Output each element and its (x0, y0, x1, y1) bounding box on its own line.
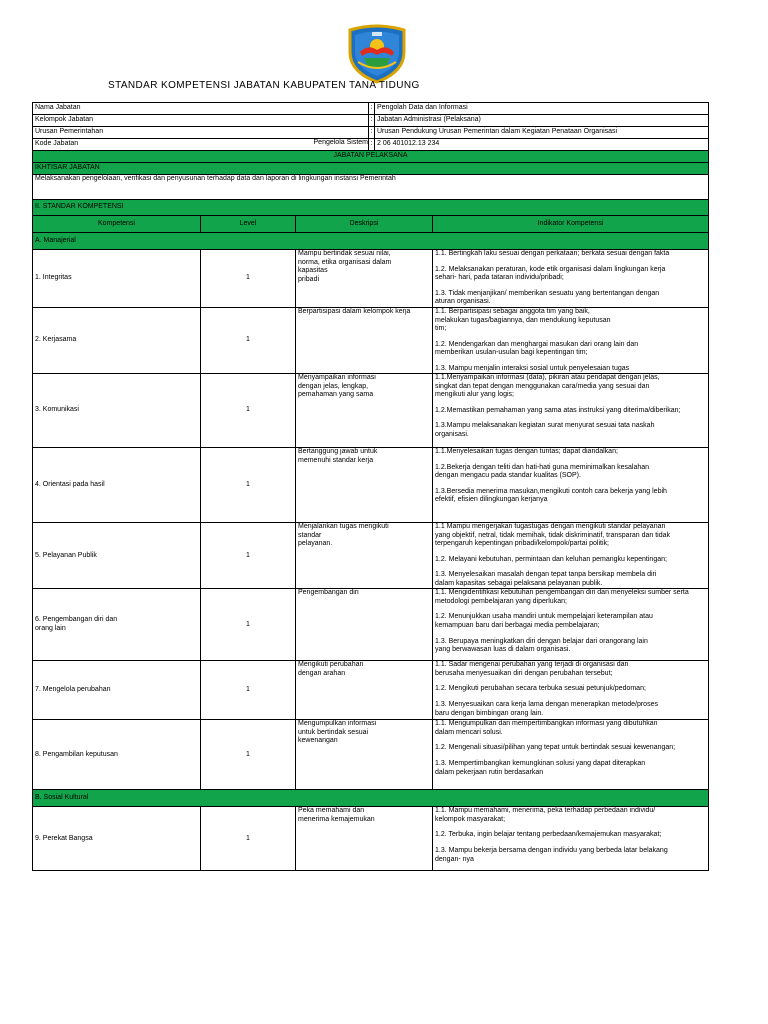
jabatan-header-row (33, 151, 709, 163)
column-header-row (33, 216, 709, 233)
job-info-table (32, 102, 709, 203)
indikator-item: 1.3. Menyesuaikan cara kerja lama dengan menerapkan metode/proses baru dengan bimbingan orang lain. (435, 700, 658, 717)
info-colon: : (369, 103, 375, 115)
competency-row (33, 308, 709, 374)
jabatan-header: JABATAN PELAKSANA (33, 151, 709, 163)
indikator-item: 1.2. Mendengarkan dan menghargai masukan dari orang lain dan memberikan usulan-usulan bagi kepentingan tim; (435, 340, 639, 357)
indikator-cell (433, 250, 709, 308)
indikator-cell (433, 661, 709, 720)
info-row (33, 127, 709, 139)
indikator-item: 1.3. Mampu menjalin interaksi sosial untuk penyelesaian tugas (435, 364, 630, 372)
group-header-row (33, 233, 709, 250)
competency-row (33, 589, 709, 661)
indikator-item: 1.1. Bertingkah laku sesuai dengan perkataan; berkata sesuai dengan fakta (435, 250, 670, 257)
document-title: STANDAR KOMPETENSI JABATAN KABUPATEN TANA TIDUNG (108, 80, 420, 91)
competency-table (32, 199, 709, 871)
column-header: Indikator Kompetensi (433, 216, 709, 233)
level-cell: 1 (201, 523, 296, 589)
level-cell: 1 (201, 250, 296, 308)
ikhtisar-header-row (33, 163, 709, 175)
indikator-item: 1.2.Memastikan pemahaman yang sama atas instruksi yang diterima/diberikan; (435, 406, 681, 414)
indikator-item: 1.2. Melayani kebutuhan, permintaan dan keluhan pemangku kepentingan; (435, 555, 667, 563)
indikator-item: 1.1.Menyampaikan informasi (data), pikiran atau pendapat dengan jelas, singkat dan tepat dengan menggunakan cara/media yang sesuai dan mengikuti alur yang logis; (435, 374, 660, 399)
level-cell: 1 (201, 807, 296, 871)
indikator-item: 1.1. Mengumpulkan dan mempertimbangkan informasi yang dibutuhkan dalam mencari solusi. (435, 720, 658, 736)
kompetensi-cell: 3. Komunikasi (33, 374, 201, 448)
kompetensi-cell: 1. Integritas (33, 250, 201, 308)
kompetensi-cell: 4. Orientasi pada hasil (33, 448, 201, 523)
kode-cell (33, 139, 369, 151)
info-value: Urusan Pendukung Urusan Pemerintan dalam Kegiatan Penataan Organisasi (375, 127, 709, 139)
competency-row (33, 374, 709, 448)
deskripsi-cell: Mengikuti perubahan dengan arahan (296, 661, 433, 720)
kompetensi-cell: 6. Pengembangan diri dan orang lain (33, 589, 201, 661)
deskripsi-cell: Peka memahami dan menerima kemajemukan (296, 807, 433, 871)
kompetensi-cell: 5. Pelayanan Publik (33, 523, 201, 589)
indikator-item: 1.3. Menyelesaikan masalah dengan tepat tanpa bersikap membela diri dalam kapasitas sebagai pelaksana pelayanan publik. (435, 571, 657, 587)
indikator-item: 1.3. Berupaya meningkatkan diri dengan belajar dari orangorang lain yang berwawasan luas di dalam organisasi. (435, 637, 648, 654)
indikator-cell (433, 308, 709, 374)
indikator-item: 1.3.Mampu melaksanakan kegiatan surat menyurat sesuai tata naskah organisasi. (435, 422, 655, 438)
section-header-row (33, 200, 709, 216)
indikator-item: 1.3. Mampu bekerja bersama dengan individu yang berbeda latar belakang dengan- nya (435, 846, 668, 863)
indikator-item: 1.1. Sadar mengenai perubahan yang terjadi di organisasi dan berusaha menyesuaikan diri dengan perubahan tersebut; (435, 661, 629, 677)
competency-row (33, 661, 709, 720)
indikator-item: 1.1. Mampu memahami, menerima, peka terhadap perbedaan individu/ kelompok masyarakat; (435, 807, 656, 823)
kode-label: Kode Jabatan (35, 140, 79, 148)
column-header: Deskripsi (296, 216, 433, 233)
deskripsi-cell: Berpartisipasi dalam kelompok kerja (296, 308, 433, 374)
indikator-item: 1.1 Mampu mengerjakan tugastugas dengan mengikuti standar pelayanan yang objektif, netral, tidak memihak, tidak diskriminatif, transparan dan tidak terpengaruh kepentingan pribadi/kelompok/partai politik; (435, 523, 671, 548)
indikator-item: 1.2. Terbuka, ingin belajar tentang perbedaan/kemajemukan masyarakat; (435, 831, 662, 839)
deskripsi-cell: Mengumpulkan informasi untuk bertindak sesuai kewenangan (296, 720, 433, 790)
info-colon: : (369, 139, 375, 151)
kode-value: 2 06 401012.13 234 (375, 139, 709, 151)
level-cell: 1 (201, 308, 296, 374)
level-cell: 1 (201, 589, 296, 661)
indikator-item: 1.3. Tidak menjanjikan/ memberikan sesuatu yang bertentangan dengan aturan organisasi. (435, 289, 660, 306)
level-cell: 1 (201, 448, 296, 523)
level-cell: 1 (201, 374, 296, 448)
indikator-item: 1.2. Menunjukkan usaha mandiri untuk mempelajari keterampilan atau kemampuan baru dari berbagai media pembelajaran; (435, 613, 653, 629)
group-header: B. Sosial Kultural (33, 790, 709, 807)
deskripsi-cell: Menjalankan tugas mengikuti standar pelayanan. (296, 523, 433, 589)
ikhtisar-text: Melaksanakan pengelolaan, verifikasi dan penyusunan terhadap data dan laporan di lingkungan instansi Pemerintah (33, 175, 709, 203)
kompetensi-cell: 8. Pengambilan keputusan (33, 720, 201, 790)
info-label: Nama Jabatan (33, 103, 369, 115)
deskripsi-cell: Bertanggung jawab untuk memenuhi standar kerja (296, 448, 433, 523)
kompetensi-cell: 7. Mengelola perubahan (33, 661, 201, 720)
kode-sistem-label: Pengelola Sistem (313, 139, 368, 146)
column-header: Kompetensi (33, 216, 201, 233)
kompetensi-cell: 2. Kerjasama (33, 308, 201, 374)
deskripsi-cell: Menyampaikan informasi dengan jelas, lengkap, pemahaman yang sama (296, 374, 433, 448)
indikator-item: 1.1.Menyelesaikan tugas dengan tuntas; dapat diandalkan; (435, 448, 618, 456)
ikhtisar-header: IKHTISAR JABATAN (33, 163, 709, 175)
indikator-item: 1.2. Mengikuti perubahan secara terbuka sesuai petunjuk/pedoman; (435, 685, 646, 693)
indikator-item: 1.1. Mengidentifikasi kebutuhan pengembangan diri dan menyeleksi sumber serta metodologi pembelajaran yang diperlukan; (435, 589, 689, 605)
deskripsi-cell: Mampu bertindak sesuai nilai, norma, etika organisasi dalam kapasitas pribadi (296, 250, 433, 308)
indikator-cell (433, 448, 709, 523)
column-header: Level (201, 216, 296, 233)
competency-row (33, 720, 709, 790)
kabupaten-tana-tidung-emblem (346, 22, 408, 84)
info-colon: : (369, 127, 375, 139)
info-row (33, 115, 709, 127)
group-header-row (33, 790, 709, 807)
indikator-cell (433, 374, 709, 448)
indikator-cell (433, 807, 709, 871)
competency-row (33, 523, 709, 589)
indikator-item: 1.3.Bersedia menerima masukan,mengikuti contoh cara bekerja yang lebih efektif, efisien dilingkungan kerjanya (435, 487, 667, 504)
indikator-item: 1.2. Melaksanakan peraturan, kode etik organisasi dalam lingkungan kerja sehari- hari, pada tataran individu/pribadi; (435, 265, 666, 282)
indikator-cell (433, 523, 709, 589)
info-row (33, 103, 709, 115)
info-label: Kelompok Jabatan (33, 115, 369, 127)
info-label: Urusan Pemerintahan (33, 127, 369, 139)
kompetensi-cell: 9. Perekat Bangsa (33, 807, 201, 871)
indikator-item: 1.2.Bekerja dengan teliti dan hati-hati guna meminimalkan kesalahan dengan mengacu pada standar kualitas (SOP). (435, 463, 650, 480)
info-row-kode (33, 139, 709, 151)
indikator-cell (433, 589, 709, 661)
level-cell: 1 (201, 661, 296, 720)
info-value: Jabatan Administrasi (Pelaksana) (375, 115, 709, 127)
indikator-item: 1.1. Berpartisipasi sebagai anggota tim yang baik, melakukan tugas/bagiannya, dan mendukung keputusan tim; (435, 308, 611, 333)
info-colon: : (369, 115, 375, 127)
deskripsi-cell: Pengembangan diri (296, 589, 433, 661)
section-header: II. STANDAR KOMPETENSI (33, 200, 709, 216)
info-value: Pengolah Data dan Informasi (375, 103, 709, 115)
competency-row (33, 448, 709, 523)
level-cell: 1 (201, 720, 296, 790)
indikator-item: 1.3. Mempertimbangkan kemungkinan solusi yang dapat diterapkan dalam pekerjaan rutin berdasarkan (435, 759, 646, 776)
group-header: A. Manajerial (33, 233, 709, 250)
competency-row (33, 807, 709, 871)
competency-row (33, 250, 709, 308)
indikator-cell (433, 720, 709, 790)
indikator-item: 1.2. Mengenali situasi/pilihan yang tepat untuk bertindak sesuai kewenangan; (435, 744, 676, 752)
